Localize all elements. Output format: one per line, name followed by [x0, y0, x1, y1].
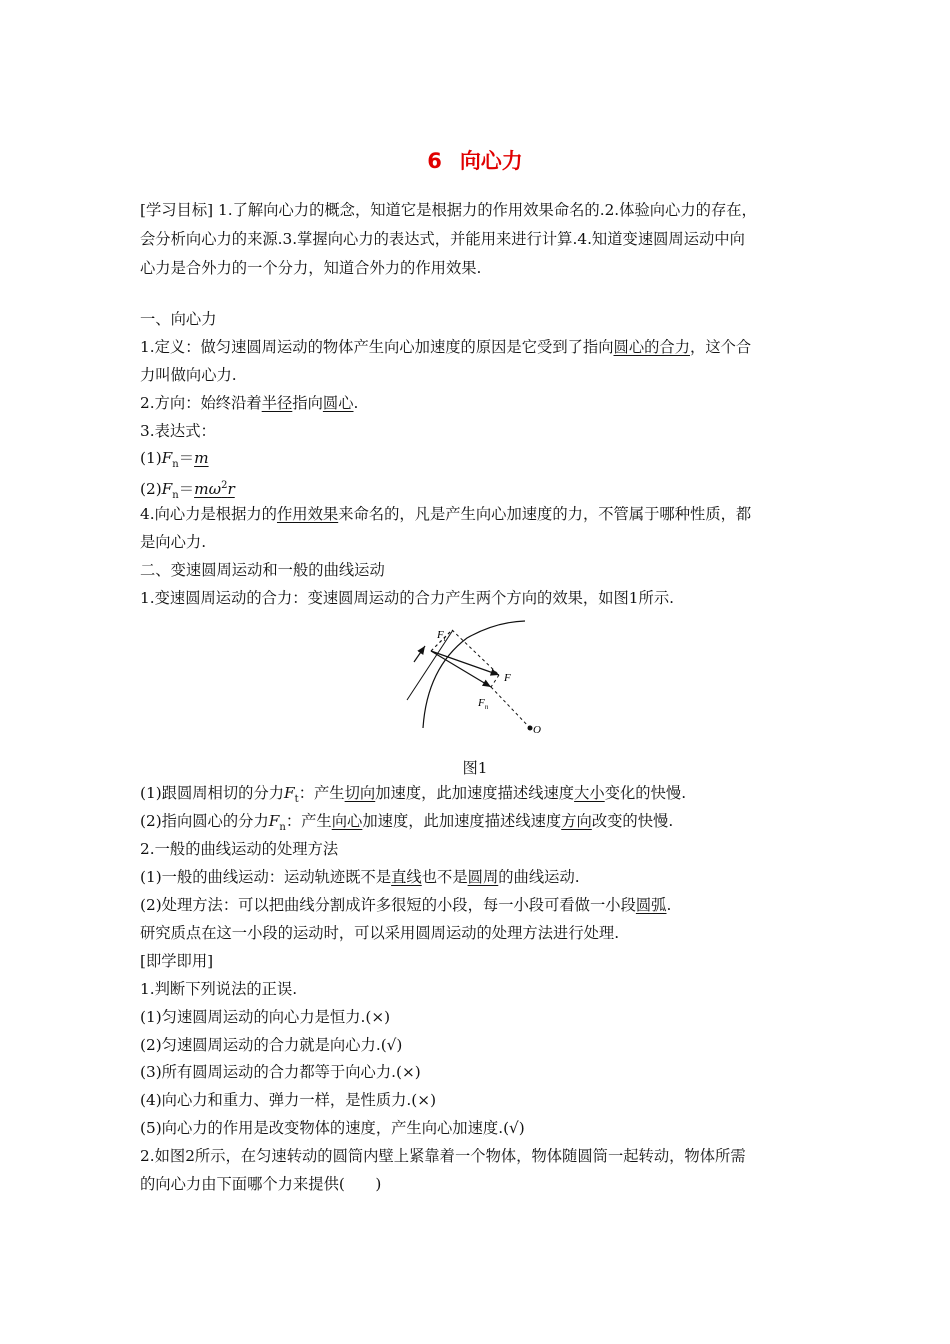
- formula-2-F: F: [161, 480, 173, 499]
- method-answer: 圆弧: [635, 896, 667, 914]
- practice-q2-line-1: 2.如图2所示，在匀速转动的圆筒内壁上紧靠着一个物体，物体随圆筒一起转动，物体所需: [140, 1147, 746, 1165]
- tangential-sub: t: [294, 794, 299, 806]
- practice-item: (5)向心力的作用是改变物体的速度，产生向心加速度.(√): [140, 1119, 525, 1137]
- formula-2-rhs: [194, 480, 235, 498]
- normal-answer-2: 方向: [561, 812, 592, 830]
- ft-arrow: [414, 646, 425, 662]
- curve-line-1: [140, 867, 580, 887]
- practice-item: (3)所有圆周运动的合力都等于向心力.(×): [140, 1063, 421, 1081]
- radius-dashed: [491, 687, 530, 728]
- formula-2-sup: 2: [221, 480, 228, 491]
- tangential-answer-1: 切向: [344, 784, 376, 802]
- formula-2: [140, 476, 235, 506]
- normal-text-d: 改变的快慢.: [591, 812, 674, 830]
- figure-1-diagram: [395, 618, 555, 743]
- formula-1: [140, 448, 209, 475]
- definition-line: [140, 337, 751, 357]
- label-ft: $F_t$: [437, 629, 446, 643]
- page-title: [0, 145, 950, 175]
- tangential-answer-2: 大小: [574, 784, 605, 802]
- curve-text-b: 也不是: [421, 868, 468, 886]
- practice-heading: [即学即用]: [140, 952, 214, 970]
- tangential-text-d: 变化的快慢.: [604, 784, 687, 802]
- objectives-line-1: [学习目标] 1.了解向心力的概念，知道它是根据力的作用效果命名的.2.体验向心力的存在，: [140, 201, 757, 219]
- normal-F: F: [268, 812, 280, 830]
- practice-item: (4)向心力和重力、弹力一样，是性质力.(×): [140, 1091, 437, 1109]
- practice-item: (1)匀速圆周运动的向心力是恒力.(×): [140, 1008, 391, 1026]
- normal-text-a: (2)指向圆心的分力: [140, 812, 269, 830]
- curve-text-a: (1)一般的曲线运动：运动轨迹既不是: [140, 868, 392, 886]
- definition-text-a: 1.定义：做匀速圆周运动的物体产生向心加速度的原因是它受到了指向: [140, 338, 614, 356]
- formula-2-eq: ＝: [178, 480, 195, 499]
- label-o: O: [533, 724, 541, 736]
- practice-q1: 1.判断下列说法的正误.: [140, 980, 298, 998]
- direction-line: [140, 393, 358, 413]
- tangential-text-a: (1)跟圆周相切的分力: [140, 784, 285, 802]
- direction-answer-2: 圆心: [322, 394, 354, 412]
- direction-text-c: .: [353, 394, 359, 412]
- fn-dashed: [491, 675, 499, 687]
- tangential-text-b: ：产生: [298, 784, 345, 802]
- curve-answer-2: 圆周: [467, 868, 499, 886]
- direction-answer-1: 半径: [261, 394, 293, 412]
- formula-2-sub: n: [172, 490, 179, 502]
- direction-text-b: 指向: [292, 394, 323, 412]
- tangential-F: F: [284, 784, 295, 802]
- formula-2-index: (2): [140, 480, 162, 499]
- definition-answer: 圆心的合力: [613, 338, 691, 356]
- point4-text-a: 4.向心力是根据力的: [140, 505, 277, 523]
- formula-1-sub: n: [172, 459, 179, 471]
- point4-answer: 作用效果: [276, 505, 339, 523]
- expression-heading: 3.表达式：: [140, 422, 216, 440]
- section2-p2: 2.一般的曲线运动的处理方法: [140, 840, 339, 858]
- figure-1-caption: 图1: [462, 759, 488, 777]
- formula-2-m: m: [194, 480, 209, 499]
- section2-p1: 1.变速圆周运动的合力：变速圆周运动的合力产生两个方向的效果，如图1所示.: [140, 589, 674, 607]
- formula-1-eq: ＝: [178, 449, 195, 467]
- title-number: 6: [427, 149, 442, 173]
- label-f: F: [504, 672, 511, 684]
- section2-heading: 二、变速圆周运动和一般的曲线运动: [140, 561, 385, 579]
- point4-line: [140, 504, 751, 524]
- curve-text-c: 的曲线运动.: [498, 868, 580, 886]
- definition-text-b: ，这个合: [690, 338, 752, 356]
- normal-text-b: ：产生: [285, 812, 332, 830]
- practice-item: (2)匀速圆周运动的合力就是向心力.(√): [140, 1036, 403, 1054]
- tangential-text-c: 加速度，此加速度描述线速度: [375, 784, 575, 802]
- formula-1-index: (1): [140, 449, 162, 467]
- formula-2-omega: ω: [208, 480, 222, 499]
- normal-line: [140, 811, 673, 838]
- curve-line-3: 研究质点在这一小段的运动时，可以采用圆周运动的处理方法进行处理.: [140, 924, 620, 942]
- curve-line-2: [140, 895, 671, 915]
- title-text: 向心力: [459, 149, 523, 173]
- normal-text-c: 加速度，此加速度描述线速度: [362, 812, 562, 830]
- curve-answer-1: 直线: [391, 868, 422, 886]
- objectives-line-3: 心力是合外力的一个分力，知道合外力的作用效果.: [140, 259, 482, 277]
- formula-1-F: F: [161, 449, 173, 467]
- normal-answer-1: 向心: [331, 812, 363, 830]
- method-text-a: (2)处理方法：可以把曲线分割成许多很短的小段，每一小段可看做一小段: [140, 896, 636, 914]
- center-point: [528, 726, 533, 731]
- definition-line-2: 力叫做向心力.: [140, 366, 237, 384]
- practice-q2-line-2: 的向心力由下面哪个力来提供( ): [140, 1175, 382, 1193]
- formula-2-r: r: [227, 480, 235, 499]
- tangential-line: [140, 783, 686, 810]
- point4-text-b: 来命名的，凡是产生向心加速度的力，不管属于哪种性质，都: [338, 505, 752, 523]
- point4-line-2: 是向心力.: [140, 533, 207, 551]
- section1-heading: 一、向心力: [140, 310, 217, 328]
- method-text-b: .: [666, 896, 672, 914]
- direction-text-a: 2.方向：始终沿着: [140, 394, 262, 412]
- label-fn: $F_n$: [478, 697, 489, 711]
- formula-1-rhs: m: [194, 449, 209, 467]
- normal-sub: n: [279, 822, 286, 834]
- objectives-line-2: 会分析向心力的来源.3.掌握向心力的表达式，并能用来进行计算.4.知道变速圆周运动中向: [140, 230, 745, 248]
